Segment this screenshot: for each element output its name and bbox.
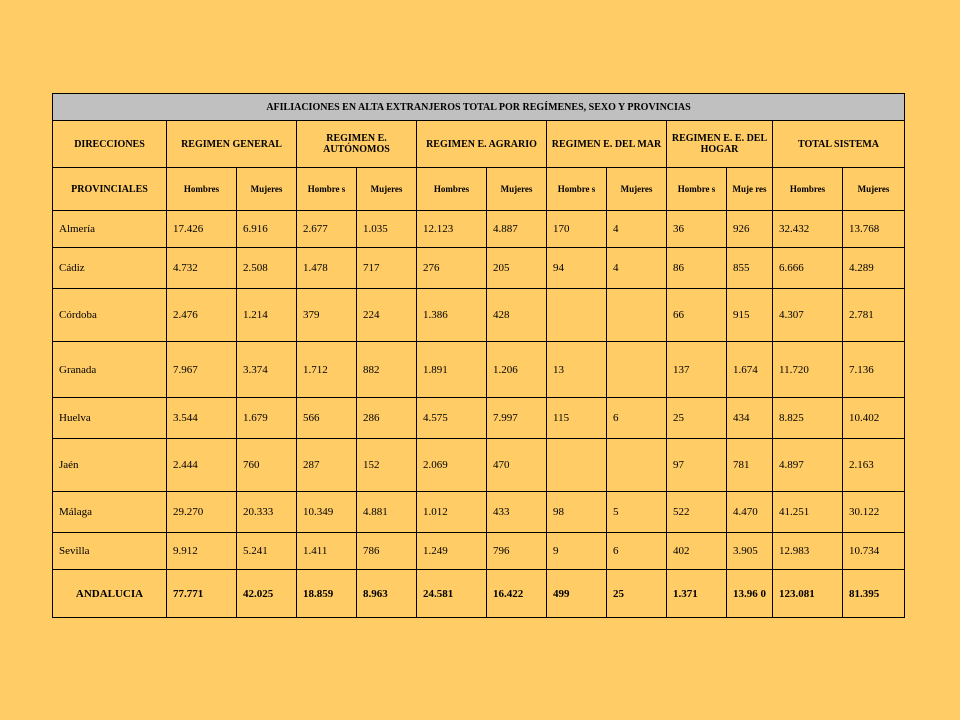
table-cell: 6.916	[237, 211, 297, 248]
sub-header: Mujeres	[487, 168, 547, 211]
table-cell: 29.270	[167, 492, 237, 533]
table-cell: 9.912	[167, 533, 237, 570]
total-cell: 1.371	[667, 570, 727, 618]
table-cell	[607, 439, 667, 492]
table-cell: 10.402	[843, 398, 905, 439]
table-cell: 379	[297, 289, 357, 342]
table-cell: 4.897	[773, 439, 843, 492]
table-cell: 2.444	[167, 439, 237, 492]
total-row	[53, 570, 905, 618]
table-cell: 4.575	[417, 398, 487, 439]
table-cell: 137	[667, 342, 727, 398]
table-cell: 36	[667, 211, 727, 248]
table-cell: 2.508	[237, 248, 297, 289]
table-cell: 1.411	[297, 533, 357, 570]
table-row	[53, 248, 905, 289]
table-cell: 1.206	[487, 342, 547, 398]
table-row	[53, 398, 905, 439]
table-row	[53, 492, 905, 533]
table-cell: 434	[727, 398, 773, 439]
table-cell	[547, 439, 607, 492]
sub-header: Hombre s	[547, 168, 607, 211]
header-provinciales: PROVINCIALES	[53, 168, 167, 211]
table-cell: 86	[667, 248, 727, 289]
total-cell: 8.963	[357, 570, 417, 618]
table-cell: 12.983	[773, 533, 843, 570]
province-name: Cádiz	[53, 248, 167, 289]
table-cell: 915	[727, 289, 773, 342]
table-cell: 2.163	[843, 439, 905, 492]
table-cell: 433	[487, 492, 547, 533]
table-cell: 1.891	[417, 342, 487, 398]
table-cell: 717	[357, 248, 417, 289]
total-cell: 16.422	[487, 570, 547, 618]
table-cell: 1.478	[297, 248, 357, 289]
table-cell: 566	[297, 398, 357, 439]
table-cell: 2.677	[297, 211, 357, 248]
table-cell: 41.251	[773, 492, 843, 533]
table-cell: 1.249	[417, 533, 487, 570]
table-cell: 3.905	[727, 533, 773, 570]
table-cell: 1.012	[417, 492, 487, 533]
table-cell: 4.881	[357, 492, 417, 533]
table-cell: 882	[357, 342, 417, 398]
sub-header: Hombre s	[297, 168, 357, 211]
sub-header: Hombres	[773, 168, 843, 211]
sub-header-row	[53, 168, 905, 211]
table-row	[53, 289, 905, 342]
table-cell: 205	[487, 248, 547, 289]
table-cell: 224	[357, 289, 417, 342]
table-row	[53, 533, 905, 570]
total-cell: 123.081	[773, 570, 843, 618]
table-cell: 6.666	[773, 248, 843, 289]
table-cell	[607, 289, 667, 342]
table-cell: 4.289	[843, 248, 905, 289]
table-cell	[607, 342, 667, 398]
total-cell: 13.96 0	[727, 570, 773, 618]
header-direcciones: DIRECCIONES	[53, 121, 167, 168]
province-name: Huelva	[53, 398, 167, 439]
sub-header: Mujeres	[607, 168, 667, 211]
table-cell: 1.035	[357, 211, 417, 248]
header-regimen-agrario: REGIMEN E. AGRARIO	[417, 121, 547, 168]
table-cell: 170	[547, 211, 607, 248]
table-cell: 20.333	[237, 492, 297, 533]
table-cell: 796	[487, 533, 547, 570]
sub-header: Hombres	[417, 168, 487, 211]
sub-header: Hombres	[167, 168, 237, 211]
table-cell: 17.426	[167, 211, 237, 248]
header-regimen-hogar: REGIMEN E. E. DEL HOGAR	[667, 121, 773, 168]
table-cell: 7.967	[167, 342, 237, 398]
table-cell: 97	[667, 439, 727, 492]
table-cell: 1.214	[237, 289, 297, 342]
header-total-sistema: TOTAL SISTEMA	[773, 121, 905, 168]
province-name: Córdoba	[53, 289, 167, 342]
total-cell: 18.859	[297, 570, 357, 618]
table-cell: 13	[547, 342, 607, 398]
table-cell: 786	[357, 533, 417, 570]
table-cell: 9	[547, 533, 607, 570]
table-cell: 66	[667, 289, 727, 342]
table-cell: 1.712	[297, 342, 357, 398]
table-cell: 2.069	[417, 439, 487, 492]
table-cell: 1.386	[417, 289, 487, 342]
table-cell: 926	[727, 211, 773, 248]
header-regimen-general: REGIMEN GENERAL	[167, 121, 297, 168]
table-cell: 287	[297, 439, 357, 492]
table-cell: 1.679	[237, 398, 297, 439]
table-cell: 5.241	[237, 533, 297, 570]
table-cell: 760	[237, 439, 297, 492]
header-regimen-autonomos: REGIMEN E. AUTÓNOMOS	[297, 121, 417, 168]
table-cell: 4.307	[773, 289, 843, 342]
table-cell: 6	[607, 533, 667, 570]
total-cell: 81.395	[843, 570, 905, 618]
table-cell: 781	[727, 439, 773, 492]
table-title-row	[53, 94, 905, 121]
table-cell: 10.349	[297, 492, 357, 533]
table-cell: 286	[357, 398, 417, 439]
table-cell	[547, 289, 607, 342]
table-cell: 855	[727, 248, 773, 289]
table-cell: 11.720	[773, 342, 843, 398]
table-cell: 7.997	[487, 398, 547, 439]
table-cell: 4	[607, 248, 667, 289]
table-row	[53, 439, 905, 492]
table-row	[53, 342, 905, 398]
sub-header: Mujeres	[237, 168, 297, 211]
table-cell: 6	[607, 398, 667, 439]
table-cell: 10.734	[843, 533, 905, 570]
table-cell: 5	[607, 492, 667, 533]
table-cell: 2.781	[843, 289, 905, 342]
table-cell: 4.470	[727, 492, 773, 533]
sub-header: Hombre s	[667, 168, 727, 211]
table-cell: 4.732	[167, 248, 237, 289]
total-cell: 25	[607, 570, 667, 618]
table-cell: 1.674	[727, 342, 773, 398]
table-title: AFILIACIONES EN ALTA EXTRANJEROS TOTAL POR REGÍMENES, SEXO Y PROVINCIAS	[53, 94, 905, 121]
header-regimen-mar: REGIMEN E. DEL MAR	[547, 121, 667, 168]
table-cell: 12.123	[417, 211, 487, 248]
total-cell: 42.025	[237, 570, 297, 618]
table-cell: 25	[667, 398, 727, 439]
table-row	[53, 211, 905, 248]
table-cell: 470	[487, 439, 547, 492]
total-label: ANDALUCIA	[53, 570, 167, 618]
total-cell: 77.771	[167, 570, 237, 618]
table-cell: 7.136	[843, 342, 905, 398]
table-cell: 13.768	[843, 211, 905, 248]
table-cell: 8.825	[773, 398, 843, 439]
sub-header: Mujeres	[357, 168, 417, 211]
total-cell: 24.581	[417, 570, 487, 618]
table-cell: 94	[547, 248, 607, 289]
table-cell: 4.887	[487, 211, 547, 248]
table-cell: 115	[547, 398, 607, 439]
table-cell: 3.544	[167, 398, 237, 439]
table-cell: 402	[667, 533, 727, 570]
group-header-row	[53, 121, 905, 168]
table-cell: 32.432	[773, 211, 843, 248]
sub-header: Mujeres	[843, 168, 905, 211]
province-name: Sevilla	[53, 533, 167, 570]
table-cell: 276	[417, 248, 487, 289]
table-cell: 152	[357, 439, 417, 492]
table-cell: 4	[607, 211, 667, 248]
afiliaciones-table	[52, 93, 905, 618]
province-name: Granada	[53, 342, 167, 398]
total-cell: 499	[547, 570, 607, 618]
province-name: Jaén	[53, 439, 167, 492]
table-cell: 30.122	[843, 492, 905, 533]
province-name: Almería	[53, 211, 167, 248]
table-cell: 98	[547, 492, 607, 533]
table-cell: 3.374	[237, 342, 297, 398]
sub-header: Muje res	[727, 168, 773, 211]
table-cell: 522	[667, 492, 727, 533]
table-cell: 2.476	[167, 289, 237, 342]
province-name: Málaga	[53, 492, 167, 533]
table-cell: 428	[487, 289, 547, 342]
